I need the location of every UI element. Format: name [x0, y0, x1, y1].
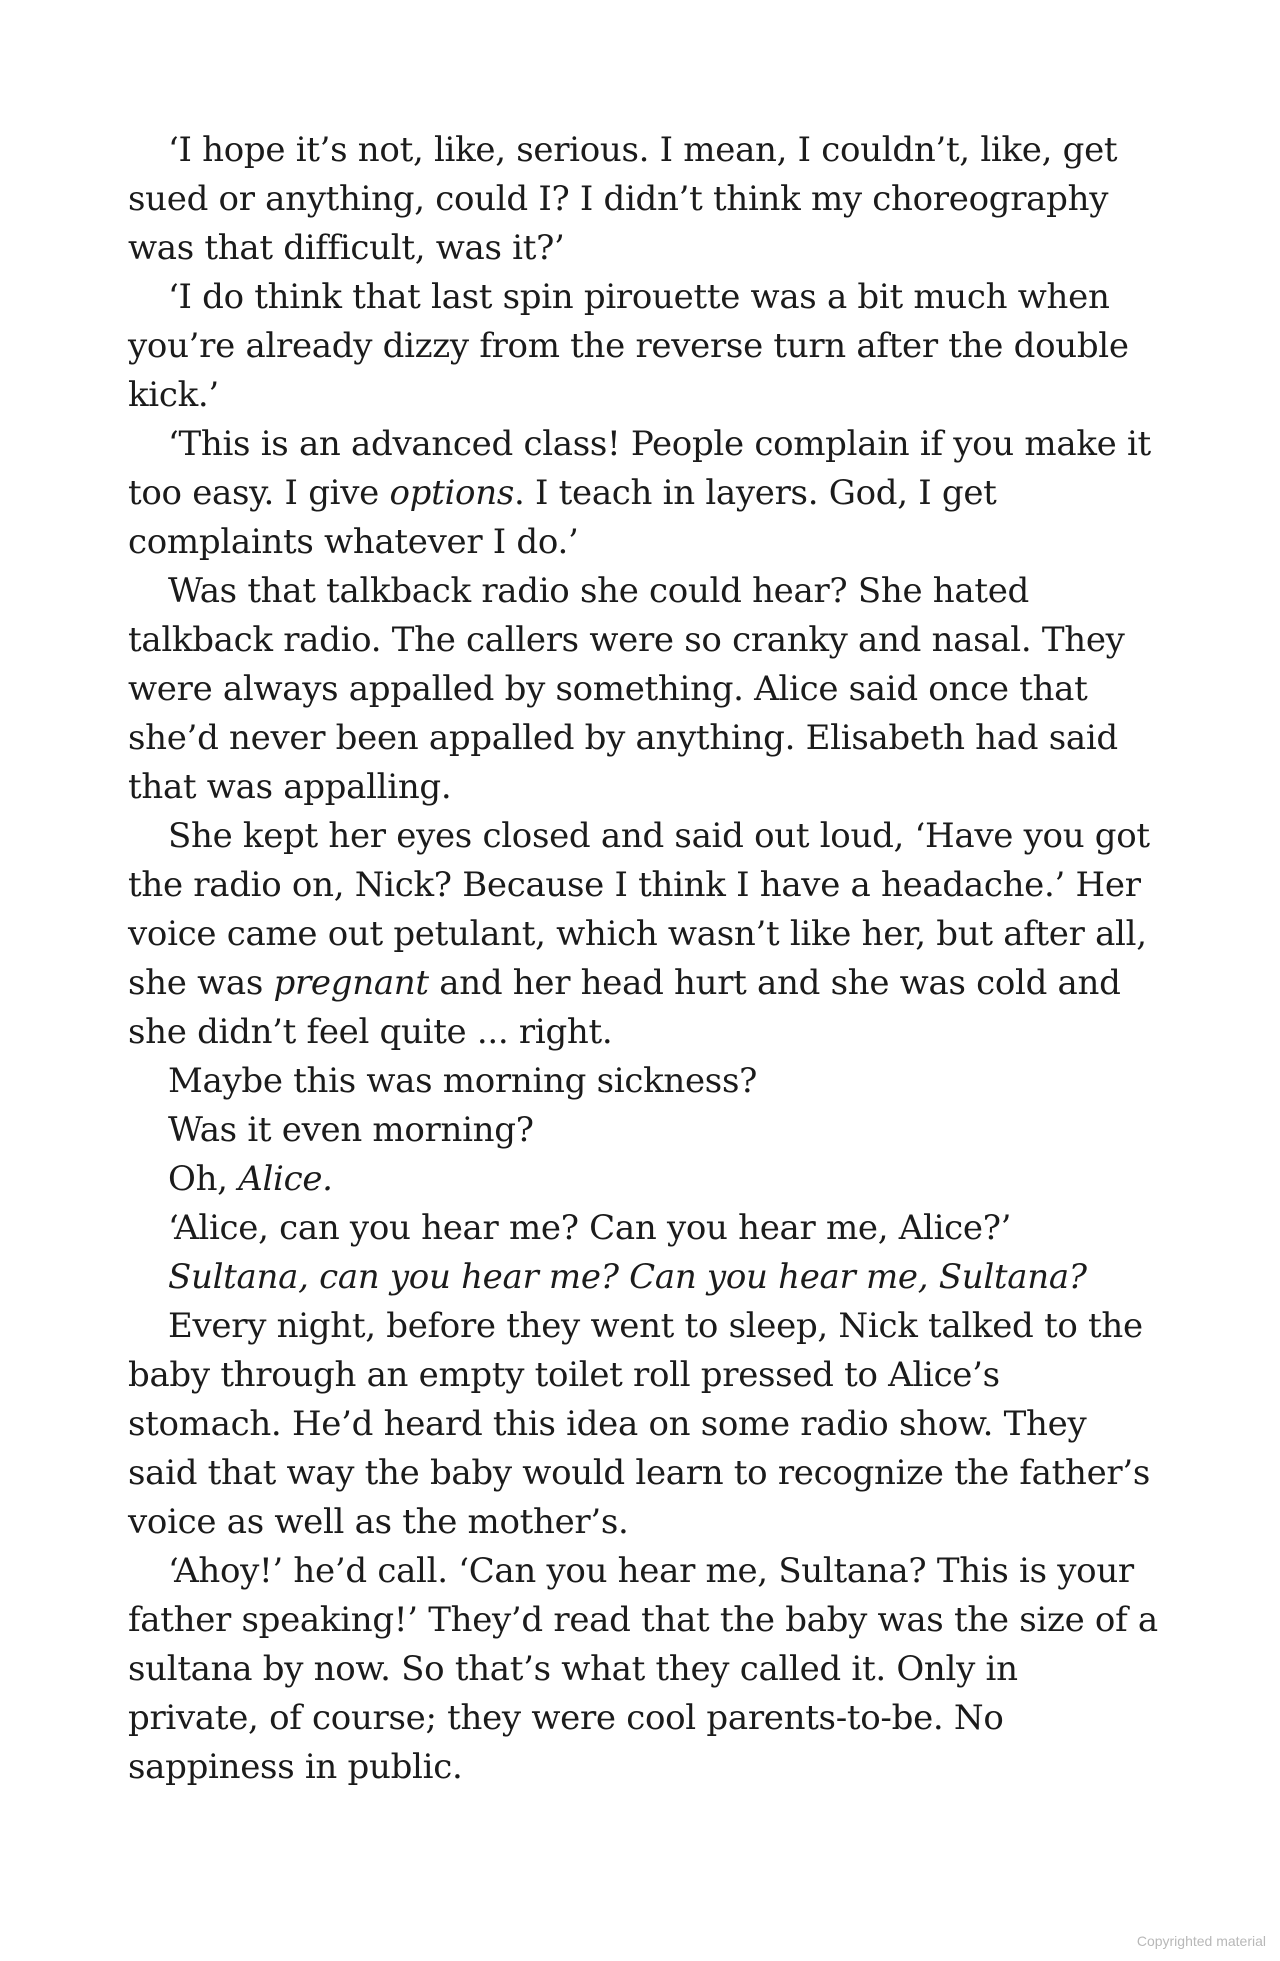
paragraph-text: ‘I hope it’s not, like, serious. I mean, I couldn’t, like, get sued or anything, could I? I didn’t think my choreography was that difficult, was it?’	[128, 130, 1118, 268]
paragraph-text: and her head hurt and she was cold and she didn’t feel quite ... right.	[128, 963, 1121, 1052]
paragraph-2	[128, 273, 1158, 420]
paragraph-3	[128, 420, 1158, 567]
paragraph-8	[128, 1155, 1158, 1204]
book-page-text	[128, 126, 1158, 1792]
paragraph-12	[128, 1547, 1158, 1792]
paragraph-6	[128, 1057, 1158, 1106]
paragraph-text: Every night, before they went to sleep, Nick talked to the baby through an empty toilet roll pressed to Alice’s stomach. He’d heard this idea on some radio show. They said that way the baby would learn to recognize the father’s voice as well as the mother’s.	[128, 1306, 1151, 1542]
paragraph-emphasis: options	[389, 473, 514, 513]
paragraph-text: Was it even morning?	[168, 1110, 534, 1150]
paragraph-text: ‘This is an advanced class! People complain if you make it too easy. I give	[128, 424, 1151, 513]
paragraph-10	[128, 1253, 1158, 1302]
paragraph-1	[128, 126, 1158, 273]
paragraph-text: Maybe this was morning sickness?	[168, 1061, 758, 1101]
paragraph-text: ‘Alice, can you hear me? Can you hear me, Alice?’	[168, 1208, 1012, 1248]
paragraph-text: Oh,	[168, 1159, 239, 1199]
paragraph-emphasis: pregnant	[273, 963, 429, 1003]
paragraph-text: ‘Ahoy!’ he’d call. ‘Can you hear me, Sultana? This is your father speaking!’ They’d read that the baby was the size of a sultana by now. So that’s what they called it. Only in private, of course; they were cool parents-to-be. No sappiness in public.	[128, 1551, 1158, 1787]
paragraph-text: She kept her eyes closed and said out loud, ‘Have you got the radio on, Nick? Because I think I have a headache.’ Her voice came out petulant, which wasn’t like her, but after all, she was	[128, 816, 1150, 1003]
copyright-watermark: Copyrighted material	[1136, 1933, 1266, 1949]
paragraph-7	[128, 1106, 1158, 1155]
paragraph-emphasis: Alice.	[238, 1159, 333, 1199]
paragraph-5	[128, 812, 1158, 1057]
paragraph-text: Sultana, can you hear me? Can you hear me, Sultana?	[168, 1257, 1087, 1297]
paragraph-9	[128, 1204, 1158, 1253]
paragraph-4	[128, 567, 1158, 812]
paragraph-text: Was that talkback radio she could hear? She hated talkback radio. The callers were so cranky and nasal. They were always appalled by something. Alice said once that she’d never been appalled by anything. Elisabeth had said that was appalling.	[128, 571, 1125, 807]
paragraph-11	[128, 1302, 1158, 1547]
paragraph-text: . I teach in layers. God, I get complaints whatever I do.’	[128, 473, 997, 562]
paragraph-text: ‘I do think that last spin pirouette was a bit much when you’re already dizzy from the reverse turn after the double kick.’	[128, 277, 1129, 415]
